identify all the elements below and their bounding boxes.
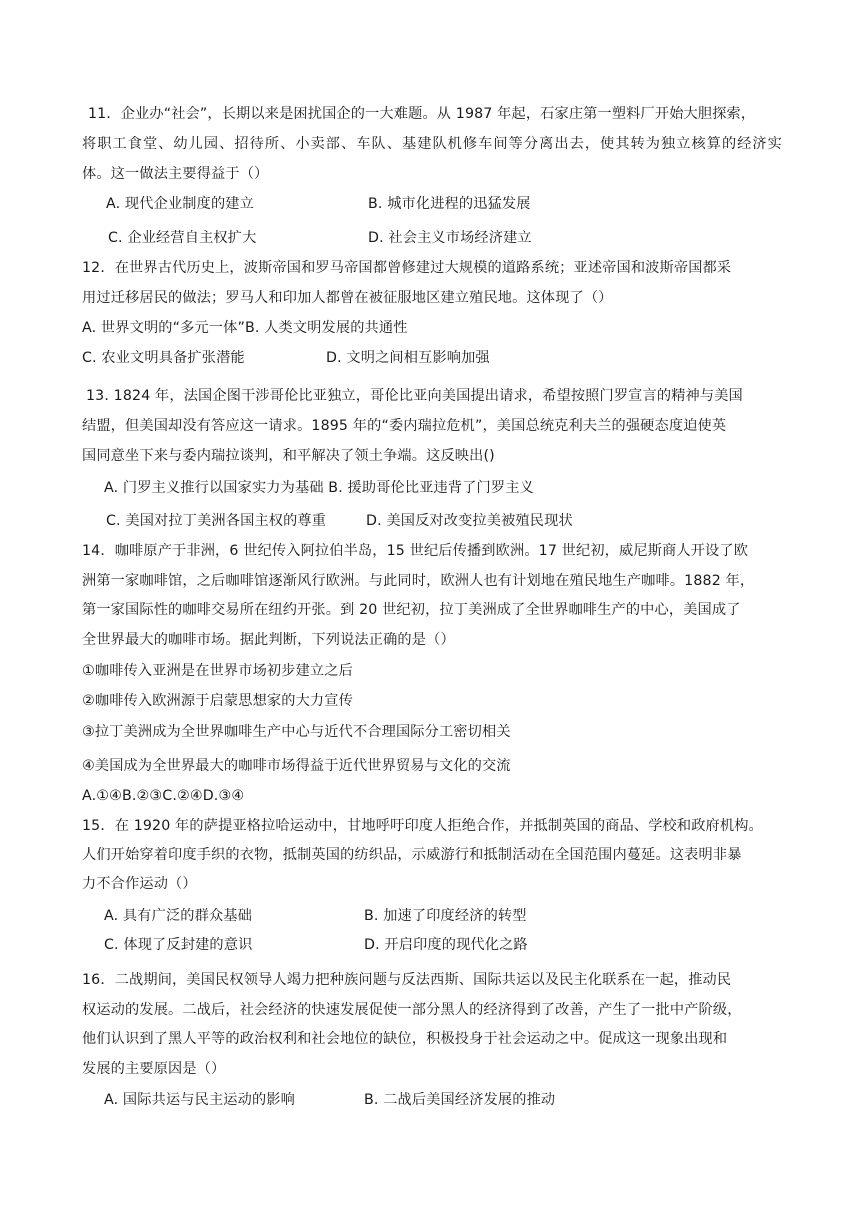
question-11-option-b: B. 城市化进程的迅猛发展 [368,196,531,212]
question-14-statement-3: ③拉丁美洲成为全世界咖啡生产中心与近代不合理国际分工密切相关 [82,724,511,740]
question-11-stem-line-2: 将职工食堂、幼儿园、招待所、小卖部、车队、基建队机修车间等分离出去，使其转为独立核算的经济实 [82,136,782,152]
question-14-stem-line-2: 洲第一家咖啡馆，之后咖啡馆逐渐风行欧洲。与此同时，欧洲人也有计划地在殖民地生产咖啡。1882 年， [82,573,755,589]
question-11-stem-line-1: 11．企业办“社会”，长期以来是困扰国企的一大难题。从 1987 年起，石家庄第一塑料厂开始大胆探索， [88,106,756,122]
question-14-statement-4: ④美国成为全世界最大的咖啡市场得益于近代世界贸易与文化的交流 [82,758,511,774]
question-13-stem-line-3: 国同意坐下来与委内瑞拉谈判，和平解决了领土争端。这反映出() [82,448,495,464]
question-14-statement-2: ②咖啡传入欧洲源于启蒙思想家的大力宣传 [82,693,353,709]
question-16-stem-line-3: 他们认识到了黑人平等的政治权利和社会地位的缺位，积极投身于社会运动之中。促成这一现象出现和 [82,1031,728,1047]
question-14-stem-line-3: 第一家国际性的咖啡交易所在纽约开张。到 20 世纪初，拉丁美洲成了全世界咖啡生产的中心，美国成了 [82,602,741,618]
question-15-stem-line-2: 人们开始穿着印度手织的衣物，抵制英国的纺织品，示威游行和抵制活动在全国范围内蔓延。这表明非暴 [82,847,742,863]
question-16-option-a: A. 国际共运与民主运动的影响 [104,1092,295,1108]
question-13-option-a-b: A. 门罗主义推行以国家实力为基础 B. 援助哥伦比亚违背了门罗主义 [104,480,534,496]
question-14-stem-line-1: 14．咖啡原产于非洲，6 世纪传入阿拉伯半岛，15 世纪后传播到欧洲。17 世纪初，威尼斯商人开设了欧 [82,543,749,559]
question-12-option-c: C. 农业文明具备扩张潜能 [82,350,245,366]
question-13-option-d: D. 美国反对改变拉美被殖民现状 [366,513,573,529]
question-14-statement-1: ①咖啡传入亚洲是在世界市场初步建立之后 [82,663,353,679]
question-14-options: A.①④B.②③C.②④D.③④ [82,788,245,804]
question-15-stem-line-1: 15．在 1920 年的萨提亚格拉哈运动中，甘地呼吁印度人拒绝合作，并抵制英国的商品、学校和政府机构。 [82,818,763,834]
question-16-stem-line-1: 16．二战期间，美国民权领导人竭力把种族问题与反法西斯、国际共运以及民主化联系在一起，推动民 [82,972,732,988]
question-14-stem-line-4: 全世界最大的咖啡市场。据此判断，下列说法正确的是（） [82,632,455,648]
question-12-stem-line-1: 12．在世界古代历史上，波斯帝国和罗马帝国都曾修建过大规模的道路系统；亚述帝国和波斯帝国都采 [82,260,732,276]
question-12-option-d: D. 文明之间相互影响加强 [326,350,490,366]
question-16-stem-line-2: 权运动的发展。二战后，社会经济的快速发展促使一部分黑人的经济得到了改善，产生了一批中产阶级， [82,1002,742,1018]
question-15-option-b: B. 加速了印度经济的转型 [364,908,527,924]
question-13-stem-line-1: 13. 1824 年，法国企图干涉哥伦比亚独立，哥伦比亚向美国提出请求，希望按照门罗宣言的精神与美国 [86,388,743,404]
question-16-stem-line-4: 发展的主要原因是（） [82,1061,226,1077]
question-15-option-c: C. 体现了反封建的意识 [104,937,253,953]
question-11-option-a: A. 现代企业制度的建立 [106,196,254,212]
question-12-stem-line-2: 用过迁移居民的做法；罗马人和印加人都曾在被征服地区建立殖民地。这体现了（） [82,290,613,306]
question-16-option-b: B. 二战后美国经济发展的推动 [364,1092,556,1108]
question-15-stem-line-3: 力不合作运动（） [82,876,197,892]
question-13-stem-line-2: 结盟，但美国却没有答应这一请求。1895 年的“委内瑞拉危机”，美国总统克利夫兰的强硬态度迫使英 [82,418,727,434]
question-11-option-d: D. 社会主义市场经济建立 [368,230,532,246]
question-12-option-a-b: A. 世界文明的“多元一体”B. 人类文明发展的共通性 [82,320,408,336]
question-15-option-a: A. 具有广泛的群众基础 [104,908,252,924]
question-15-option-d: D. 开启印度的现代化之路 [364,937,528,953]
question-13-option-c: C. 美国对拉丁美洲各国主权的尊重 [106,513,327,529]
question-11-option-c: C. 企业经营自主权扩大 [108,230,257,246]
question-11-stem-line-3: 体。这一做法主要得益于（） [82,166,269,182]
